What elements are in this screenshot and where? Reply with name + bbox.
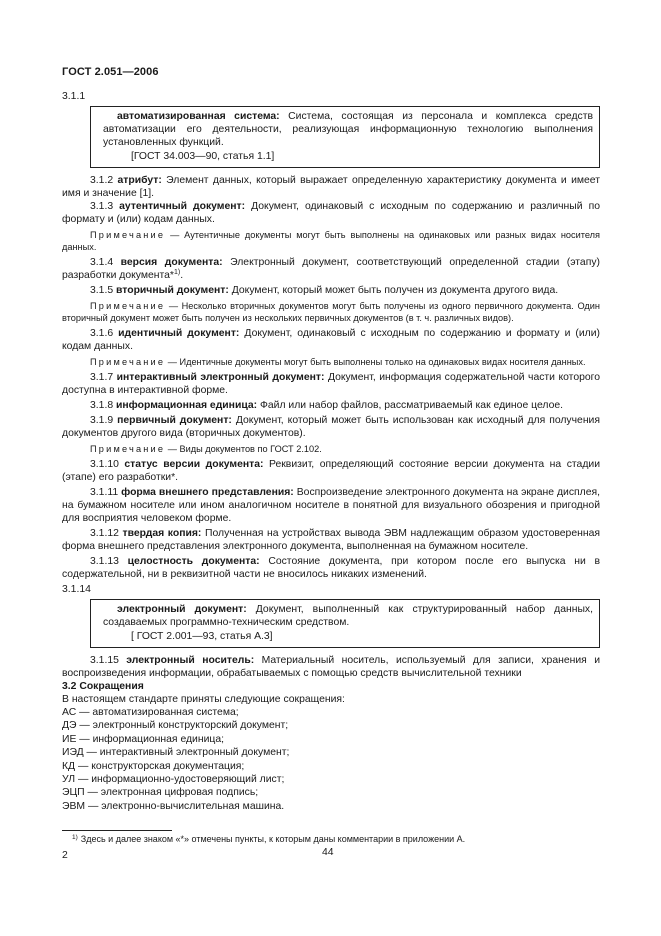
term-reference: [ ГОСТ 2.001—93, статья А.3] <box>131 631 273 642</box>
footnote-divider <box>62 830 172 831</box>
term-3-1-4: 3.1.4 версия документа: Электронный документ, соответствующий определенной стадии (этапу) разработки документа*$^{1)}$. <box>62 257 600 281</box>
term-3-1-5: 3.1.5 вторичный документ: Документ, который может быть получен из документа другого вида. <box>90 285 559 296</box>
term-3-1-7: 3.1.7 интерактивный электронный документ: Документ, информация содержательной части которого доступна в интерактивной форме. <box>62 372 600 396</box>
abbreviation-item: КД — конструкторская документация; <box>62 760 245 772</box>
term-3-1-9: 3.1.9 первичный документ: Документ, который может быть использован как исходный для получения документов другого вида (вторичных документов). <box>62 415 600 439</box>
term-reference: [ГОСТ 34.003—90, статья 1.1] <box>131 151 275 162</box>
term-number-3-1-14: 3.1.14 <box>62 584 91 595</box>
abbreviation-item: ЭЦП — электронная цифровая подпись; <box>62 787 259 799</box>
note-3-1-9: Примечание — Виды документов по ГОСТ 2.102. <box>90 444 322 454</box>
term-definition-3-1-1: автоматизированная система: Система, состоящая из персонала и комплекса средств автоматизации его деятельности, реализующая информационную технологию выполнения установленных функций. <box>103 111 593 148</box>
term-3-1-6: 3.1.6 идентичный документ: Документ, одинаковый с исходным по содержанию и формату и (или) кодам данных. <box>62 328 601 352</box>
term-3-1-13: 3.1.13 целостность документа: Состояние документа, при котором после его выпуска ни в содержательной, ни в реквизитной части не вносилось никаких изменений. <box>62 556 600 580</box>
term-3-1-12: 3.1.12 твердая копия: Полученная на устройствах вывода ЭВМ надлежащим образом удостоверенная форма внешнего представления электронного документа, выполненная на бумажном носителе. <box>62 528 600 552</box>
term-box-3-1-14 <box>90 599 600 648</box>
footnote: $^{1)}$ Здесь и далее знаком «*» отмечены пункты, к которым даны комментарии в приложении А. <box>72 834 466 844</box>
note-3-1-5: Примечание — Несколько вторичных документов могут быть получены из одного первичного документа. Один вторичный документ может быть получен из нескольких первичных документов (в т. ч. различных видов). <box>62 301 600 323</box>
note-3-1-6: Примечание — Идентичные документы могут быть выполнены только на одинаковых видах носителя данных. <box>90 357 586 367</box>
abbreviation-item: ЭВМ — электронно-вычислительная машина. <box>62 800 285 812</box>
term-3-1-15: 3.1.15 электронный носитель: Материальный носитель, используемый для записи, хранения и воспроизведения информации, обрабатываемых с помощью средств вычислительной техники <box>62 655 600 679</box>
page-number-center: 44 <box>322 847 334 858</box>
term-definition-3-1-14: электронный документ: Документ, выполненный как структурированный набор данных, создаваемых программно-техническим средством. <box>103 604 594 628</box>
term-name: электронный документ: <box>117 604 247 615</box>
abbreviation-item: АС — автоматизированная система; <box>62 707 239 718</box>
term-3-1-2: 3.1.2 атрибут: Элемент данных, который выражает определенную характеристику документа и имеет имя и значение [1]. <box>62 175 601 199</box>
footnote-ref: 1) <box>173 269 181 276</box>
page-number-left: 2 <box>62 850 68 861</box>
term-3-1-11: 3.1.11 форма внешнего представления: Воспроизведение электронного документа на экране дисплея, на бумажном носителе или ином аналогичном носителе в понятной для визуального обозрения и пригодной для восприятия человеком форме. <box>62 487 601 524</box>
abbreviations-intro: В настоящем стандарте приняты следующие сокращения: <box>62 694 345 705</box>
section-title-abbreviations: 3.2 Сокращения <box>62 681 144 692</box>
abbreviation-item: ИЕ — информационная единица; <box>62 733 225 745</box>
term-box-3-1-1 <box>90 106 600 168</box>
abbreviation-item: ИЭД — интерактивный электронный документ; <box>62 747 290 759</box>
note-3-1-3: Примечание — Аутентичные документы могут быть выполнены на одинаковых или разных видах носителя данных. <box>62 230 600 252</box>
abbreviation-item: УЛ — информационно-удостоверяющий лист; <box>62 774 285 786</box>
term-3-1-10: 3.1.10 статус версии документа: Реквизит, определяющий состояние версии документа на стадии (этапе) его разработки*. <box>62 459 600 483</box>
abbreviation-list <box>62 706 600 813</box>
document-header: ГОСТ 2.051—2006 <box>62 66 159 78</box>
terms-section <box>62 90 600 813</box>
abbreviation-item: ДЭ — электронный конструкторский документ; <box>62 720 289 732</box>
term-name: автоматизированная система: <box>117 111 280 122</box>
term-3-1-8: 3.1.8 информационная единица: Файл или набор файлов, рассматриваемый как единое целое. <box>90 400 564 411</box>
term-3-1-3: 3.1.3 аутентичный документ: Документ, одинаковый с исходным по содержанию и различный по формату и (или) кодам данных. <box>62 201 600 225</box>
term-number-3-1-1: 3.1.1 <box>62 91 86 102</box>
